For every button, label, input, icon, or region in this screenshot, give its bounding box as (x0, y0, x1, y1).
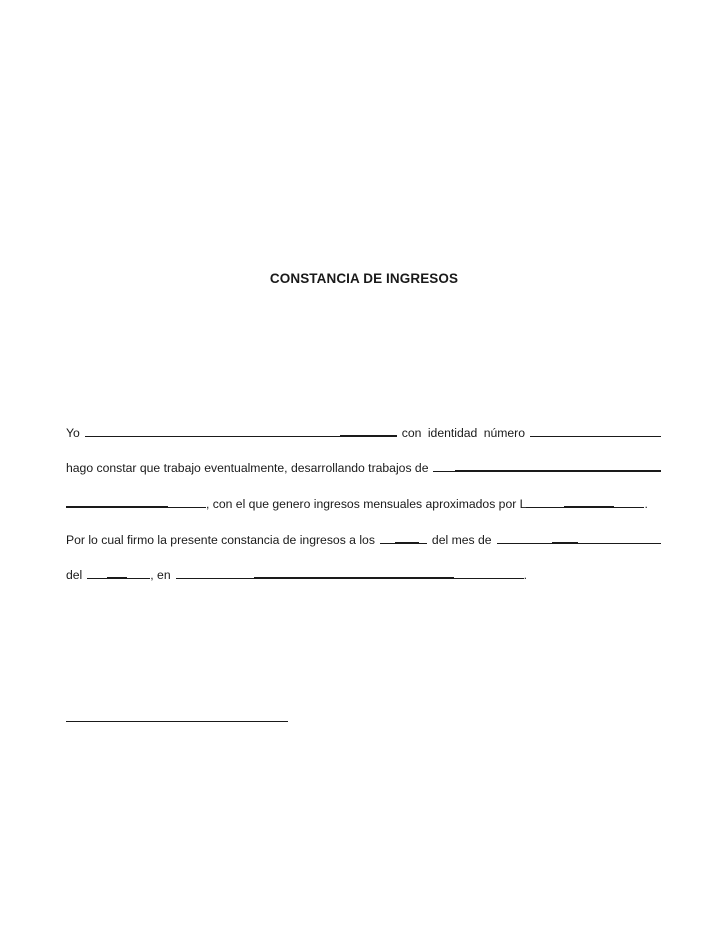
paragraph-line-1 (66, 423, 661, 441)
place-period: . (523, 568, 527, 582)
identity-label: con identidad número (401, 426, 526, 440)
yo-label: Yo (66, 426, 80, 440)
name-blank[interactable] (85, 424, 340, 437)
work-type-blank-continued[interactable] (66, 494, 168, 508)
work-type-blank-continued-end[interactable] (168, 495, 206, 508)
document-title: CONSTANCIA DE INGRESOS (269, 271, 459, 286)
signature-line[interactable] (66, 720, 288, 722)
income-statement-text: , con el que genero ingresos mensuales aproximados por L (206, 497, 527, 511)
place-blank-end[interactable] (454, 566, 524, 579)
income-period: . (644, 497, 648, 511)
income-amount-blank[interactable] (564, 494, 614, 508)
paragraph-line-2 (66, 458, 661, 476)
year-blank-end[interactable] (127, 566, 150, 579)
identity-number-blank[interactable] (530, 424, 661, 437)
paragraph-line-5 (66, 565, 661, 583)
income-amount-blank-start[interactable] (526, 495, 564, 508)
place-blank[interactable] (254, 565, 454, 579)
day-blank-start[interactable] (380, 531, 395, 544)
month-blank-start[interactable] (497, 531, 552, 544)
income-amount-blank-end[interactable] (614, 495, 644, 508)
place-blank-start[interactable] (176, 566, 254, 579)
day-blank[interactable] (395, 530, 419, 544)
year-blank[interactable] (107, 565, 127, 579)
month-blank[interactable] (552, 530, 578, 544)
year-label: del (66, 568, 83, 582)
paragraph-line-4 (66, 530, 661, 548)
work-statement-text: hago constar que trabajo eventualmente, desarrollando trabajos de (66, 461, 429, 475)
paragraph-line-3 (66, 494, 661, 512)
year-blank-start[interactable] (87, 566, 107, 579)
month-blank-end[interactable] (578, 531, 661, 544)
day-blank-end[interactable] (419, 531, 427, 544)
work-type-blank-start[interactable] (433, 459, 455, 472)
month-label: del mes de (431, 533, 492, 547)
place-label: , en (150, 568, 171, 582)
name-blank-extension[interactable] (340, 423, 397, 437)
signing-statement-text: Por lo cual firmo la presente constancia de ingresos a los (66, 533, 375, 547)
work-type-blank[interactable] (455, 458, 661, 472)
